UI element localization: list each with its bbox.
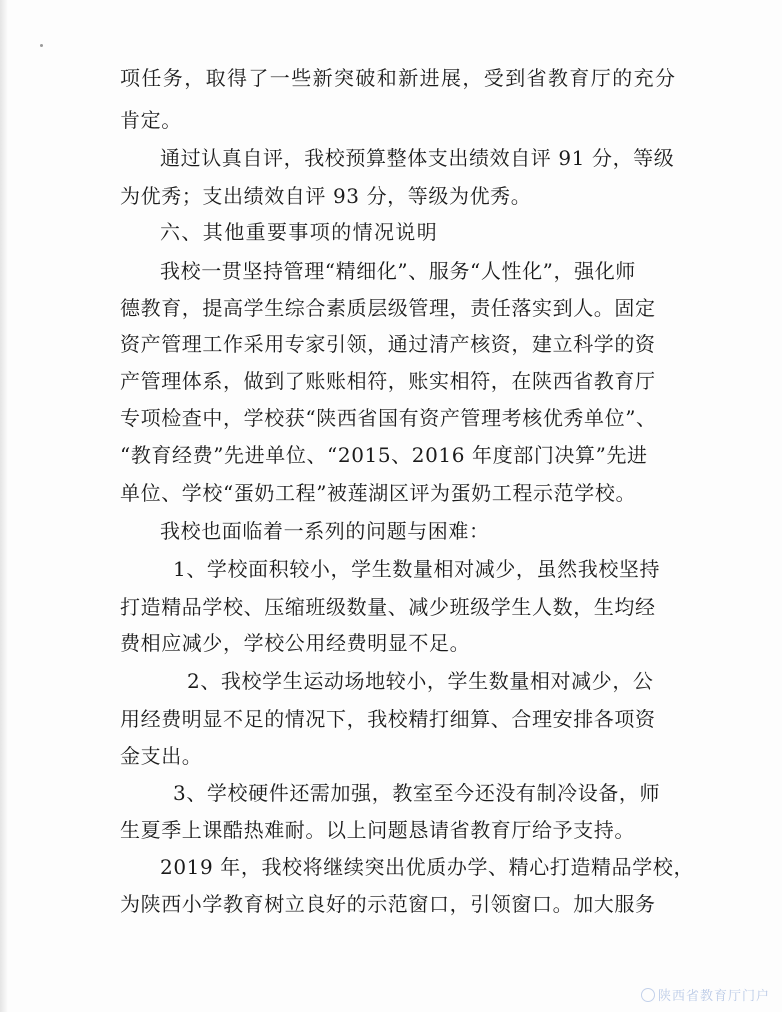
body-line-3: 通过认真自评，我校预算整体支出绩效自评 91 分，等级 [160, 146, 675, 170]
body-line-11: “教育经费”先进单位、“2015、2016 年度部门决算”先进 [120, 443, 648, 467]
watermark-text: 陕西省教育厅门户 [657, 989, 770, 1004]
list-item-1-line-1: 1、学校面积较小，学生数量相对减少，虽然我校坚持 [173, 557, 661, 581]
list-item-3-line-2: 生夏季上课酷热难耐。以上问题恳请省教育厅给予支持。 [120, 818, 635, 842]
list-item-3-line-1: 3、学校硬件还需加强，教室至今还没有制冷设备，师 [173, 781, 661, 805]
list-item-2-line-1: 2、我校学生运动场地较小，学生数量相对减少，公 [187, 669, 654, 693]
body-line-10: 专项检查中，学校获“陕西省国有资产管理考核优秀单位”、 [120, 406, 657, 430]
body-line-1: 项任务，取得了一些新突破和新进展，受到省教育厅的充分 [120, 66, 677, 90]
body-line-8: 资产管理工作采用专家引领，通过清产核资，建立科学的资 [120, 332, 656, 356]
body-line-23: 为陕西小学教育树立良好的示范窗口，引领窗口。加大服务 [120, 892, 656, 916]
watermark [641, 985, 770, 1004]
body-line-13: 我校也面临着一系列的问题与困难： [160, 519, 490, 543]
list-item-2-line-3: 金支出。 [120, 744, 203, 768]
list-item-1-line-3: 费相应减少，学校公用经费明显不足。 [120, 631, 471, 655]
body-line-22: 2019 年，我校将继续突出优质办学、精心打造精品学校， [160, 855, 695, 879]
scan-speck [40, 44, 43, 47]
list-item-1-line-2: 打造精品学校、压缩班级数量、减少班级学生人数，生均经 [120, 595, 656, 619]
list-item-2-line-2: 用经费明显不足的情况下，我校精打细算、合理安排各项资 [120, 707, 656, 731]
body-line-12: 单位、学校“蛋奶工程”被莲湖区评为蛋奶工程示范学校。 [120, 481, 637, 505]
body-line-9: 产管理体系，做到了账账相符，账实相符，在陕西省教育厅 [120, 369, 656, 393]
body-line-7: 德教育，提高学生综合素质层级管理，责任落实到人。固定 [120, 296, 656, 320]
body-line-6: 我校一贯坚持管理“精细化”、服务“人性化”，强化师 [160, 259, 636, 283]
body-line-4: 为优秀；支出绩效自评 93 分，等级为优秀。 [120, 184, 532, 208]
section-heading-6: 六、其他重要事项的情况说明 [160, 220, 439, 244]
body-line-2: 肯定。 [120, 108, 182, 132]
watermark-logo-icon [641, 988, 655, 1002]
scan-edge-shadow [0, 0, 8, 1012]
